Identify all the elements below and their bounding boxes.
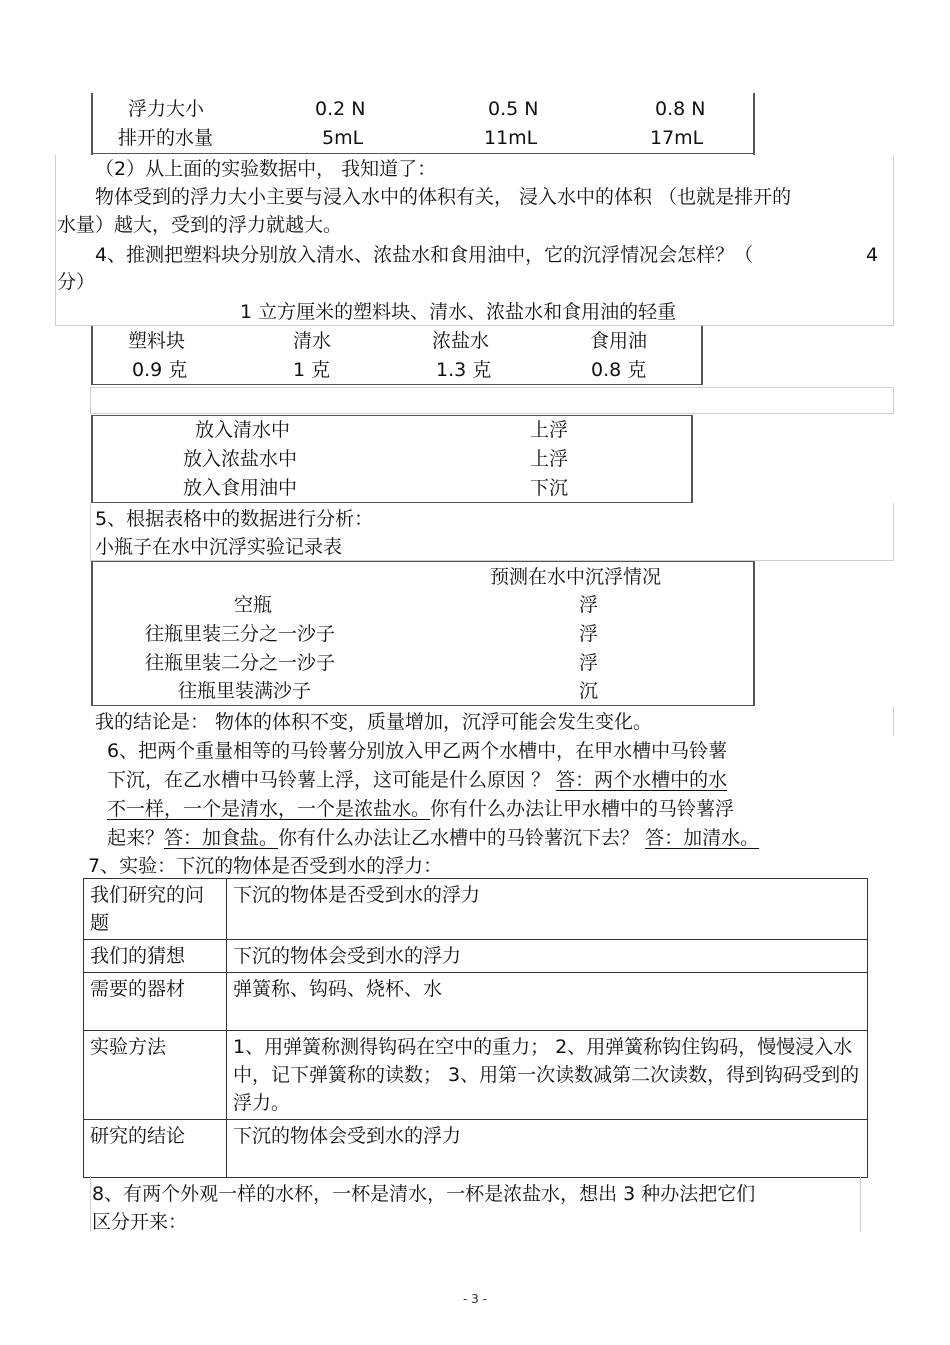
q4-line2: 分） bbox=[57, 271, 96, 293]
q6-answer-1a: 答：两个水槽中的水 bbox=[556, 769, 728, 791]
row-key: 实验方法 bbox=[84, 1031, 227, 1120]
row-value: 1、用弹簧称测得钩码在空中的重力； 2、用弹簧称钩住钩码，慢慢浸入水中，记下弹簧称的读数； 3、用第一次读数减第二次读数，得到钩码受到的浮力。 bbox=[227, 1031, 868, 1120]
row-key: 我们的猜想 bbox=[84, 940, 227, 973]
q6-answer-1b: 不一样，一个是清水，一个是浓盐水。 bbox=[107, 798, 431, 820]
q8-line1: 8、有两个外观一样的水杯，一杯是清水，一杯是浓盐水，想出 3 种办法把它们 bbox=[92, 1183, 756, 1205]
q6-answer-3: 答：加清水。 bbox=[645, 827, 760, 849]
result-cell: 沉 bbox=[579, 680, 599, 702]
case-cell: 往瓶里装三分之一沙子 bbox=[145, 623, 336, 645]
row-label: 浮力大小 bbox=[128, 98, 205, 120]
table-row bbox=[84, 973, 868, 1031]
q4-score: 4 bbox=[866, 244, 879, 266]
row-value: 下沉的物体会受到水的浮力 bbox=[227, 940, 868, 973]
row-key: 研究的结论 bbox=[84, 1120, 227, 1178]
table-row bbox=[84, 879, 868, 940]
header-cell: 清水 bbox=[293, 330, 332, 352]
case-cell: 放入浓盐水中 bbox=[183, 448, 298, 470]
cell: 17mL bbox=[650, 127, 704, 149]
q2-line2: 物体受到的浮力大小主要与浸入水中的体积有关， 浸入水中的体积 （也就是排开的 bbox=[95, 186, 792, 208]
q5-title: 小瓶子在水中沉浮实验记录表 bbox=[95, 536, 343, 558]
experiment-table bbox=[83, 878, 868, 1178]
q6-line1: 6、把两个重量相等的马铃薯分别放入甲乙两个水槽中，在甲水槽中马铃薯 bbox=[107, 740, 728, 762]
q6-line2: 下沉，在乙水槽中马铃薯上浮，这可能是什么原因 ？ 答：两个水槽中的水 bbox=[107, 769, 728, 791]
row-label: 排开的水量 bbox=[118, 127, 214, 149]
result-cell: 上浮 bbox=[530, 448, 569, 470]
row-value: 下沉的物体是否受到水的浮力 bbox=[227, 879, 868, 940]
row-value: 弹簧称、钩码、烧杯、水 bbox=[227, 973, 868, 1031]
header-cell: 预测在水中沉浮情况 bbox=[490, 566, 662, 588]
q4-line1: 4、推测把塑料块分别放入清水、浓盐水和食用油中，它的沉浮情况会怎样？（ bbox=[95, 244, 754, 266]
q6-line4: 起来？答：加食盐。你有什么办法让乙水槽中的马铃薯沉下去？ 答：加清水。 bbox=[107, 827, 760, 849]
header-cell: 塑料块 bbox=[128, 330, 186, 352]
q2-line1: （2）从上面的实验数据中， 我知道了： bbox=[95, 158, 437, 180]
cell: 11mL bbox=[484, 127, 538, 149]
result-cell: 浮 bbox=[579, 623, 599, 645]
cell: 0.5 N bbox=[488, 98, 539, 120]
q6-answer-2: 答：加食盐。 bbox=[164, 827, 279, 849]
case-cell: 放入食用油中 bbox=[183, 477, 298, 499]
q8-line2: 区分开来： bbox=[92, 1211, 188, 1233]
row-value: 下沉的物体会受到水的浮力 bbox=[227, 1120, 868, 1178]
cell: 0.2 N bbox=[315, 98, 366, 120]
page-number: - 3 - bbox=[463, 1292, 487, 1306]
row-key: 我们研究的问题 bbox=[84, 879, 227, 940]
cell: 5mL bbox=[322, 127, 364, 149]
q5-conclusion: 我的结论是： 物体的体积不变，质量增加，沉浮可能会发生变化。 bbox=[95, 711, 653, 733]
case-cell: 往瓶里装满沙子 bbox=[178, 680, 312, 702]
header-cell: 食用油 bbox=[590, 330, 648, 352]
result-cell: 浮 bbox=[579, 652, 599, 674]
cell: 1.3 克 bbox=[436, 359, 492, 381]
header-cell: 浓盐水 bbox=[432, 330, 490, 352]
table-row bbox=[84, 1031, 868, 1120]
q6-line3: 不一样，一个是清水，一个是浓盐水。你有什么办法让甲水槽中的马铃薯浮 bbox=[107, 798, 735, 820]
case-cell: 放入清水中 bbox=[195, 419, 291, 441]
result-cell: 下沉 bbox=[530, 477, 569, 499]
q4-caption: 1 立方厘米的塑料块、清水、浓盐水和食用油的轻重 bbox=[240, 301, 677, 323]
q2-line3: 水量）越大，受到的浮力就越大。 bbox=[57, 214, 343, 236]
q7-line1: 7、实验：下沉的物体是否受到水的浮力： bbox=[88, 855, 443, 877]
table-row bbox=[84, 940, 868, 973]
table-row bbox=[84, 1120, 868, 1178]
case-cell: 空瓶 bbox=[234, 594, 273, 616]
result-cell: 浮 bbox=[579, 594, 599, 616]
result-cell: 上浮 bbox=[530, 419, 569, 441]
cell: 0.9 克 bbox=[132, 359, 188, 381]
cell: 1 克 bbox=[293, 359, 331, 381]
cell: 0.8 克 bbox=[591, 359, 647, 381]
q5-line1: 5、根据表格中的数据进行分析： bbox=[95, 508, 374, 530]
case-cell: 往瓶里装二分之一沙子 bbox=[145, 652, 336, 674]
row-key: 需要的器材 bbox=[84, 973, 227, 1031]
cell: 0.8 N bbox=[655, 98, 706, 120]
